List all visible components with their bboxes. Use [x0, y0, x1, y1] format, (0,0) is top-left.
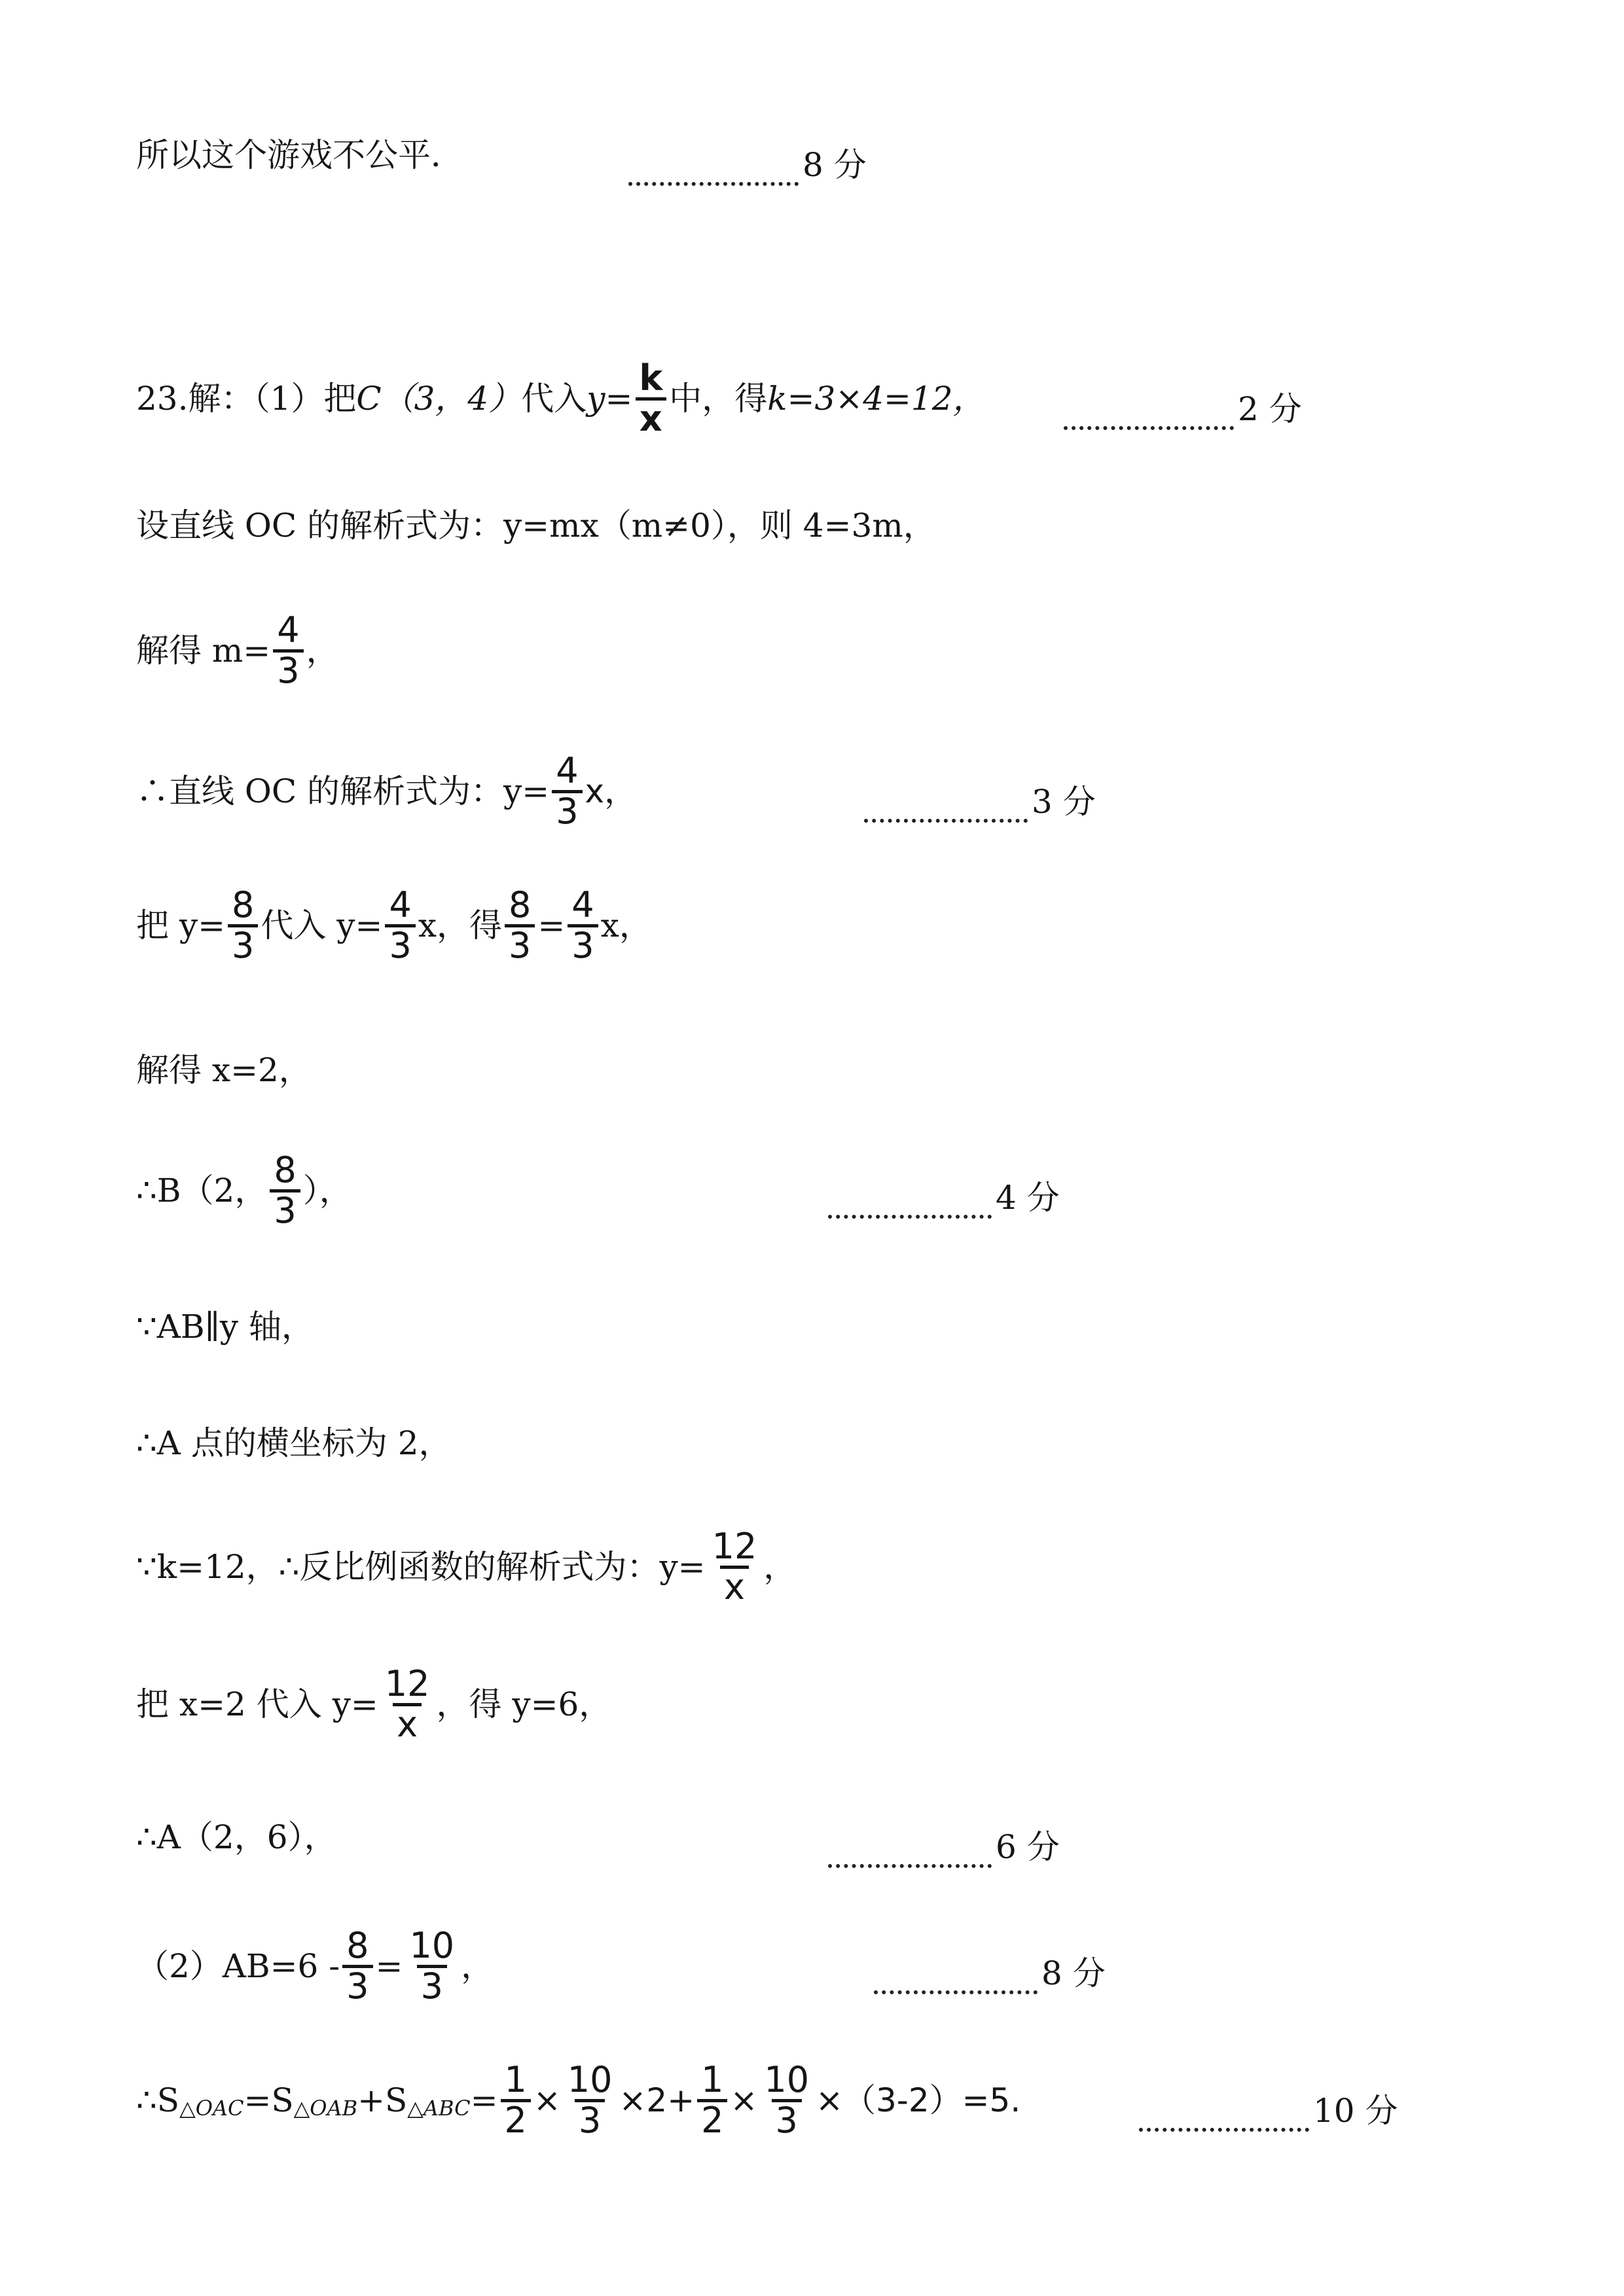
text-line-part2: （2）AB=6 - $\frac{8}{3}$ = $\frac{10}{3}$ ， — [136, 1925, 494, 2007]
text-line-q23: 23.解：（1）把 C（3，4） 代入 y= $\frac{k}{x}$ 中，得 k=3×4=12， — [136, 357, 986, 439]
score-6: 6 分 — [828, 1821, 1060, 1868]
fraction-1-2: $\frac{1}{2}$ — [697, 2062, 727, 2139]
fraction-10-3: $\frac{10}{3}$ — [567, 2059, 613, 2141]
fraction-4-3: $\frac{4}{3}$ — [385, 887, 415, 964]
fraction-8-3: $\frac{8}{3}$ — [270, 1152, 300, 1229]
fraction-4-3: $\frac{4}{3}$ — [552, 753, 582, 830]
score-8-part2: 8 分 — [874, 1947, 1106, 1994]
text-line-oc-formula: ∴直线 OC 的解析式为：y= $\frac{4}{3}$ x， — [136, 750, 638, 832]
text-line-k12: ∵k=12，∴反比例函数的解析式为：y= $\frac{12}{x}$ ， — [136, 1526, 797, 1607]
fraction-12-x: $\frac{12}{x}$ — [712, 1526, 757, 1607]
fraction-10-3: $\frac{10}{3}$ — [764, 2059, 810, 2141]
fraction-10-3: $\frac{10}{3}$ — [409, 1925, 455, 2007]
fraction-4-3: $\frac{4}{3}$ — [273, 612, 303, 689]
fraction-k-over-x: $\frac{k}{x}$ — [635, 360, 666, 437]
text-line-ab-parallel: ∵AB∥y 轴， — [136, 1308, 314, 1346]
text-line-point-b: ∴B（2， $\frac{8}{3}$ ）， — [136, 1149, 352, 1231]
score-8-top: 8 分 — [628, 139, 867, 186]
fraction-8-3: $\frac{8}{3}$ — [505, 887, 535, 964]
score-4: 4 分 — [828, 1172, 1060, 1219]
score-3: 3 分 — [864, 776, 1096, 823]
score-10: 10 分 — [1139, 2085, 1398, 2132]
text-line-a-abscissa: ∴A 点的横坐标为 2， — [136, 1424, 452, 1462]
fraction-4-3: $\frac{4}{3}$ — [568, 887, 598, 964]
fraction-8-3: $\frac{8}{3}$ — [228, 887, 258, 964]
text-line-x2-substitute: 把 x=2 代入 y= $\frac{12}{x}$ ，得 y=6， — [136, 1663, 612, 1745]
text-line-set-oc: 设直线 OC 的解析式为：y=mx（m≠0），则 4=3m， — [136, 507, 936, 545]
score-2: 2 分 — [1064, 383, 1302, 430]
fraction-8-3: $\frac{8}{3}$ — [342, 1928, 372, 2005]
text-line-area: ∴S △OAC =S △OAB +S △ABC = $\frac{1}{2}$ × $\frac{10}{3}$ ×2+ $\frac{1}{2}$ × $\frac{10}{3}$ ×（3-2）=5. — [136, 2059, 1021, 2141]
text-line-unfair — [136, 136, 463, 174]
text-line-substitute: 把 y= $\frac{8}{3}$ 代入 y= $\frac{4}{3}$ x，得 $\frac{8}{3}$ = $\frac{4}{3}$ x， — [136, 884, 652, 966]
text-unfair: 所以这个游戏不公平． — [136, 136, 463, 174]
dots-leader — [628, 175, 799, 186]
fraction-1-2: $\frac{1}{2}$ — [501, 2062, 531, 2139]
text-line-point-a: ∴A（2，6）， — [136, 1818, 337, 1856]
text-line-solve-m: 解得 m= $\frac{4}{3}$ ， — [136, 609, 339, 691]
fraction-12-x: $\frac{12}{x}$ — [384, 1663, 430, 1745]
text-line-x2: 解得 x=2， — [136, 1051, 312, 1089]
